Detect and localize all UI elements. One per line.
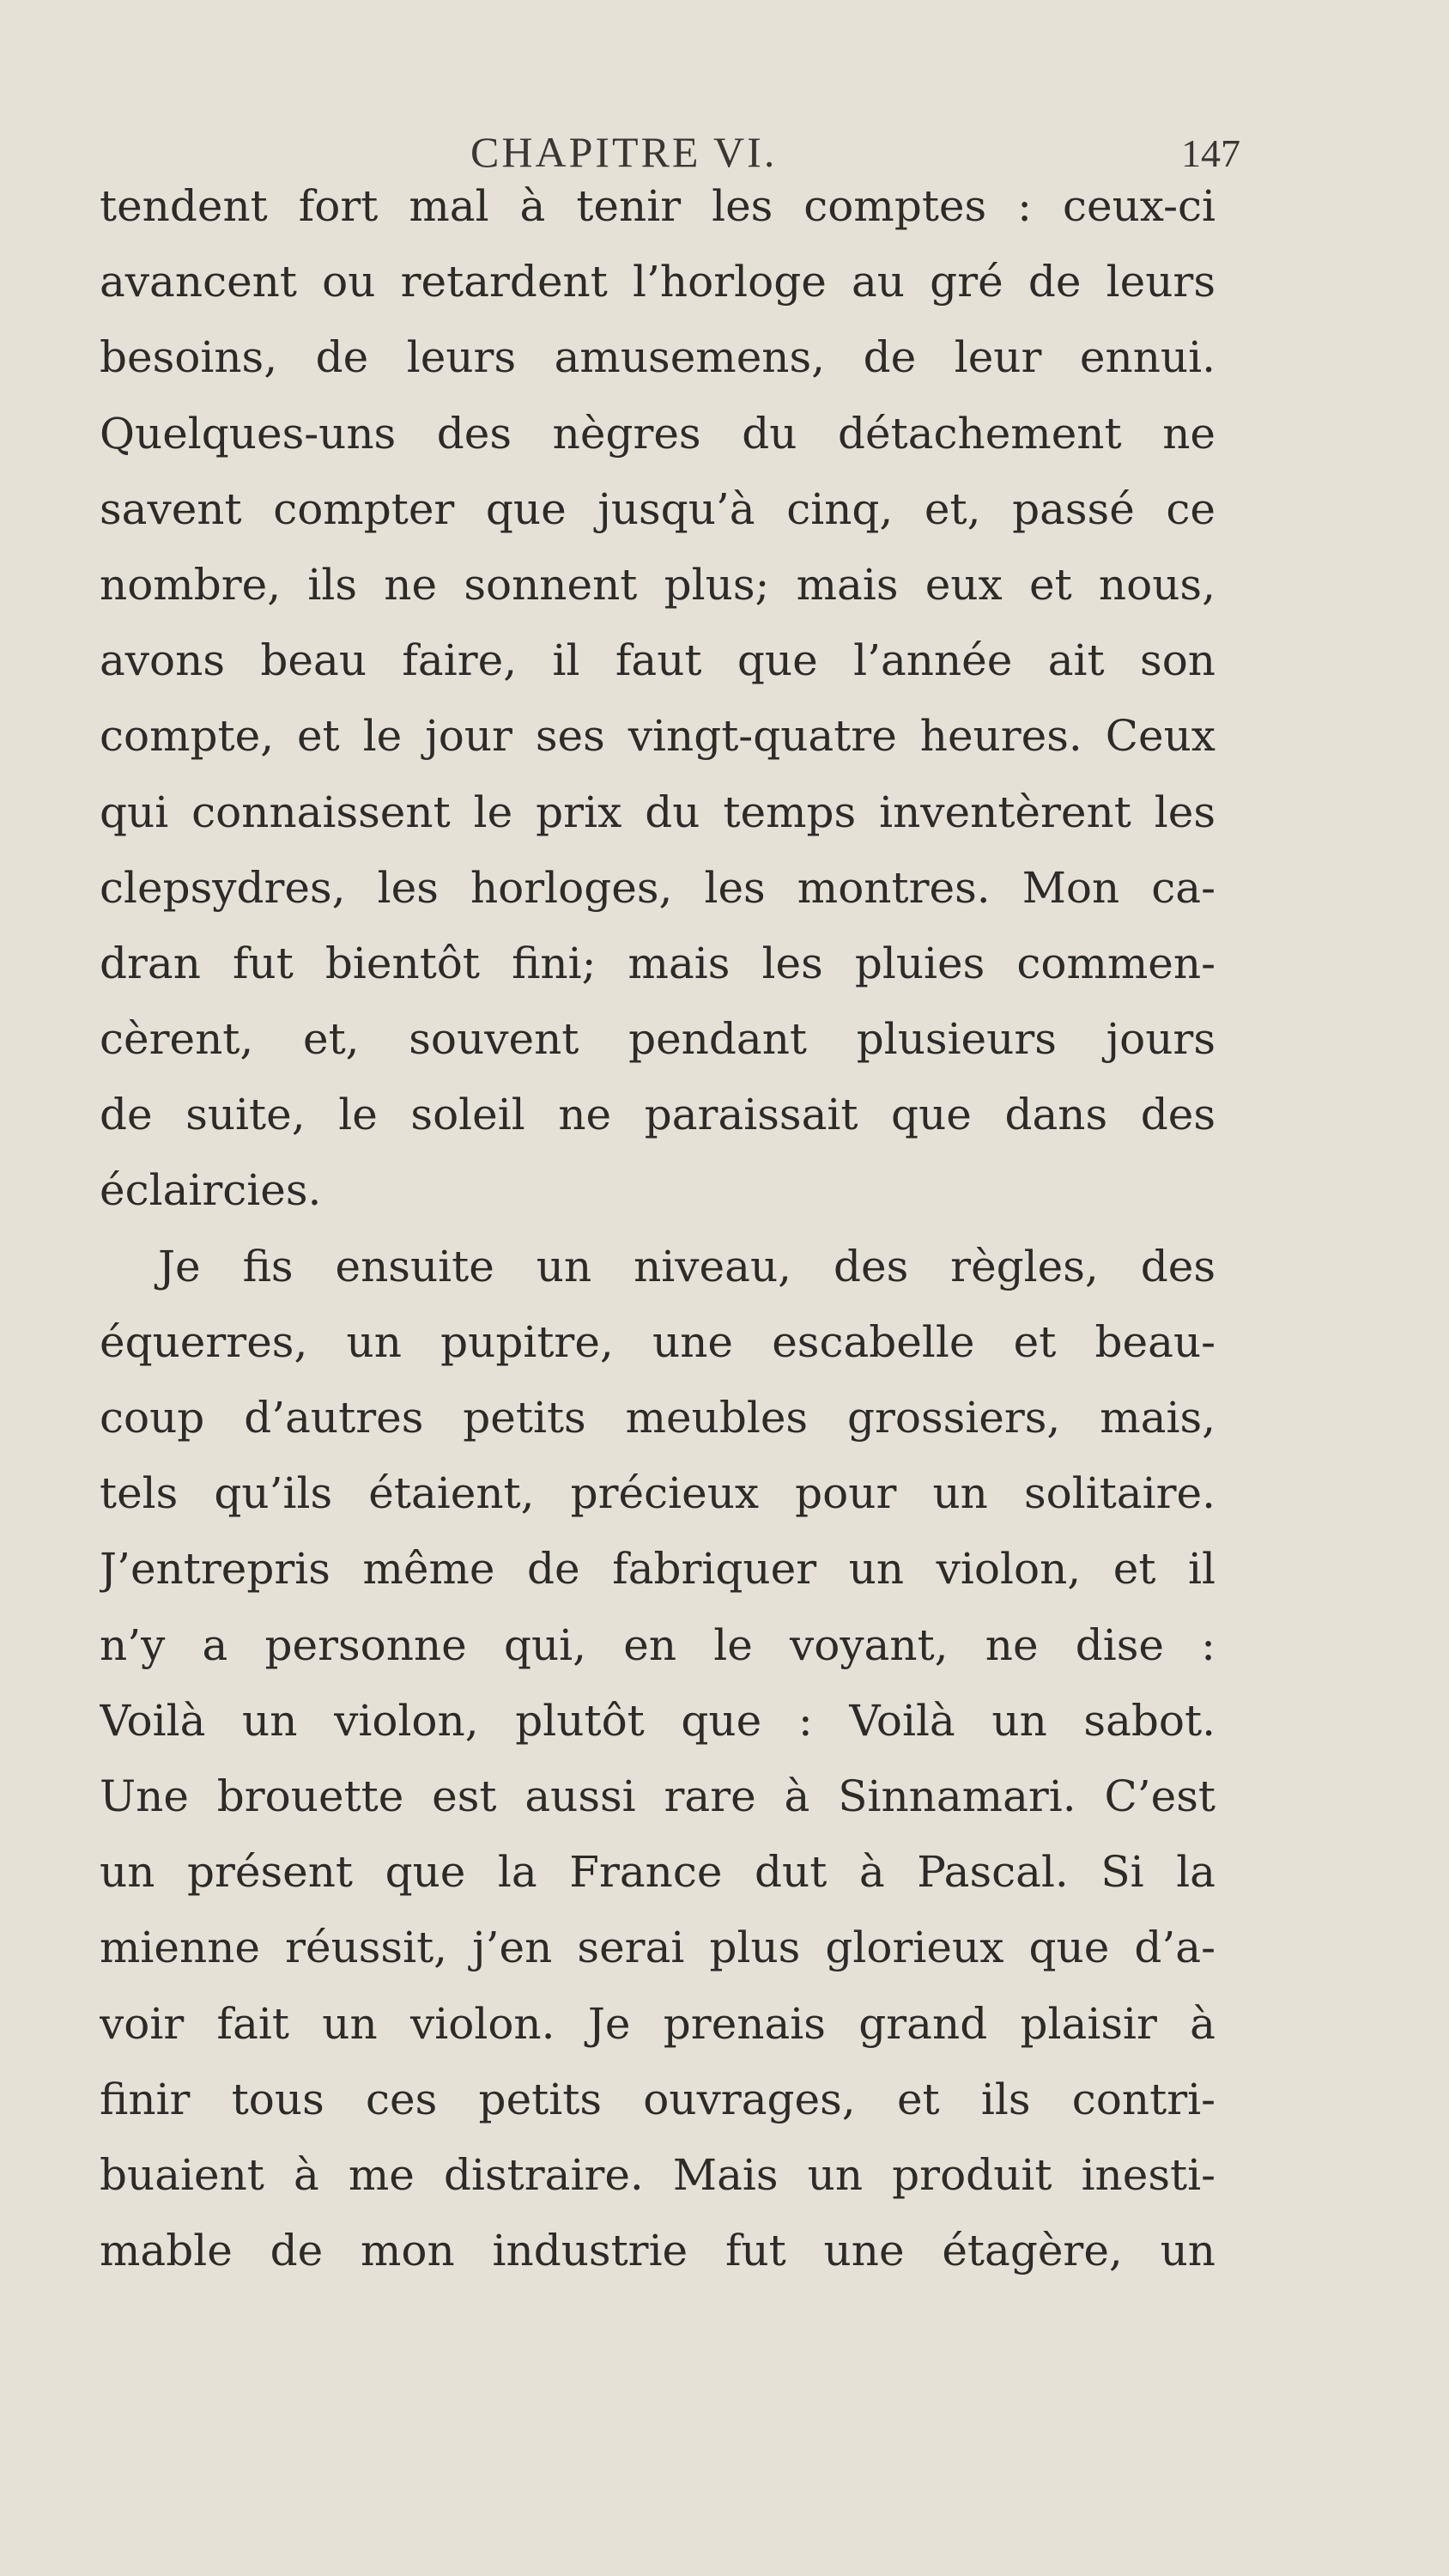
text-line: avancent ou retardent l’horloge au gré de leurs bbox=[100, 257, 1216, 307]
text-line: J’entrepris même de fabriquer un violon, et il bbox=[100, 1544, 1216, 1595]
text-line: Quelques-uns des nègres du détachement ne bbox=[100, 408, 1216, 459]
text-line: équerres, un pupitre, une escabelle et beau- bbox=[100, 1316, 1216, 1367]
text-line: voir fait un violon. Je prenais grand plaisir à bbox=[100, 1998, 1216, 2049]
paragraph-2 bbox=[100, 1229, 1216, 2289]
running-title: CHAPITRE VI. bbox=[470, 128, 778, 176]
text-line: tendent fort mal à tenir les comptes : ceux-ci bbox=[100, 181, 1216, 231]
text-line: mable de mon industrie fut une étagère, un bbox=[100, 2226, 1216, 2276]
text-line: coup d’autres petits meubles grossiers, mais, bbox=[100, 1393, 1216, 1443]
text-line: savent compter que jusqu’à cinq, et, passé ce bbox=[100, 483, 1216, 534]
text-line: avons beau faire, il faut que l’année ait son bbox=[100, 635, 1216, 686]
text-line: Je fis ensuite un niveau, des règles, des bbox=[158, 1241, 1216, 1291]
text-line: éclaircies. bbox=[100, 1165, 322, 1216]
body-text bbox=[100, 168, 1216, 2288]
text-line: de suite, le soleil ne paraissait que dans des bbox=[100, 1090, 1216, 1140]
text-line: qui connaissent le prix du temps inventèrent les bbox=[100, 787, 1216, 837]
text-line: n’y a personne qui, en le voyant, ne dise : bbox=[100, 1619, 1216, 1670]
text-line: tels qu’ils étaient, précieux pour un solitaire. bbox=[100, 1468, 1216, 1519]
text-line: cèrent, et, souvent pendant plusieurs jours bbox=[100, 1014, 1216, 1065]
text-line: buaient à me distraire. Mais un produit inesti- bbox=[100, 2149, 1216, 2200]
paragraph-1 bbox=[100, 168, 1216, 1229]
text-line: finir tous ces petits ouvrages, et ils contri- bbox=[100, 2074, 1216, 2124]
text-line: dran fut bientôt fini; mais les pluies commen- bbox=[100, 938, 1216, 988]
text-line: besoins, de leurs amusemens, de leur ennui. bbox=[100, 332, 1216, 383]
text-line: Une brouette est aussi rare à Sinnamari. C’est bbox=[100, 1771, 1216, 1821]
page-number: 147 bbox=[1181, 131, 1240, 175]
text-line: Voilà un violon, plutôt que : Voilà un sabot. bbox=[100, 1695, 1216, 1746]
text-line: mienne réussit, j’en serai plus glorieux que d’a- bbox=[100, 1923, 1216, 1973]
text-line: un présent que la France dut à Pascal. Si la bbox=[100, 1847, 1216, 1898]
text-line: nombre, ils ne sonnent plus; mais eux et nous, bbox=[100, 559, 1216, 610]
text-line: clepsydres, les horloges, les montres. Mon ca- bbox=[100, 862, 1216, 913]
text-line: compte, et le jour ses vingt-quatre heures. Ceux bbox=[100, 711, 1216, 762]
